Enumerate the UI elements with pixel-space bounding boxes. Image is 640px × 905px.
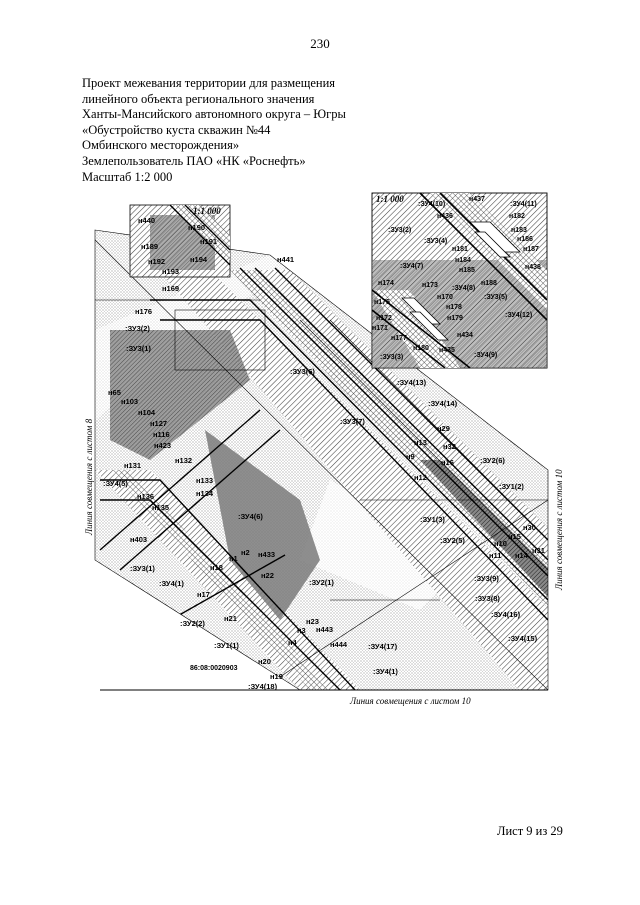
point-label: н15	[508, 532, 521, 541]
point-label: н3	[297, 626, 306, 635]
parcel-label: :ЗУ3(9)	[474, 574, 499, 583]
point-label: н131	[124, 461, 142, 470]
parcel-label: :ЗУ4(5)	[103, 479, 128, 488]
point-label: н193	[162, 267, 180, 276]
parcel-label: :ЗУ4(12)	[505, 312, 533, 319]
point-label: н441	[277, 255, 295, 264]
point-label: н186	[517, 236, 533, 243]
title-line-2: линейного объекта регионального значения	[82, 91, 315, 106]
point-label: н171	[372, 325, 388, 332]
cadastral-number: 86:08:0020903	[190, 665, 238, 672]
page-number: 230	[310, 36, 330, 51]
point-label: н12	[414, 473, 427, 482]
point-label: н14	[515, 551, 528, 560]
parcel-label: :ЗУ4(8)	[452, 285, 476, 292]
point-label: н23	[306, 617, 319, 626]
point-label: н403	[130, 535, 148, 544]
point-label: н132	[175, 456, 193, 465]
point-label: н134	[196, 489, 214, 498]
point-label: н1	[229, 554, 238, 563]
title-line-6: Землепользователь ПАО «НК «Роснефть»	[82, 153, 306, 168]
point-label: н10	[494, 539, 507, 548]
point-label: н17	[197, 590, 210, 599]
point-label: н11	[489, 551, 502, 560]
point-label: н32	[443, 442, 456, 451]
point-label: н182	[509, 213, 525, 220]
point-label: н178	[446, 304, 462, 311]
parcel-label: :ЗУ4(15)	[508, 634, 538, 643]
point-label: н189	[141, 242, 159, 251]
parcel-label: :ЗУ4(6)	[238, 512, 263, 521]
point-label: н192	[148, 257, 166, 266]
point-label: н436	[437, 213, 453, 220]
inset-scale-right: 1:1 000	[376, 194, 404, 204]
parcel-label: :ЗУ3(5)	[484, 294, 508, 301]
point-label: н2	[241, 548, 250, 557]
point-label: н180	[413, 345, 429, 352]
point-label: н65	[108, 388, 121, 397]
point-label: н4	[288, 638, 297, 647]
point-label: н438	[525, 264, 541, 271]
parcel-label: :ЗУ4(11)	[510, 201, 537, 208]
point-label: н188	[481, 280, 497, 287]
point-label: н103	[121, 397, 139, 406]
point-label: н183	[511, 227, 527, 234]
parcel-label: :ЗУ1(3)	[420, 515, 445, 524]
point-label: н434	[457, 332, 473, 339]
point-label: н177	[391, 335, 407, 342]
title-line-3: Ханты-Мансийского автономного округа – Югры	[82, 107, 346, 122]
parcel-label: :ЗУ2(1)	[309, 578, 334, 587]
point-label: н29	[437, 424, 450, 433]
parcel-label: :ЗУ3(1)	[130, 564, 155, 573]
match-line-right-label: Линия совмещения с листом 10	[554, 469, 564, 590]
point-label: н18	[210, 563, 223, 572]
point-label: н194	[190, 255, 208, 264]
point-label: н169	[162, 284, 180, 293]
parcel-label: :ЗУ2(5)	[440, 536, 465, 545]
parcel-label: :ЗУ2(2)	[180, 619, 205, 628]
point-label: н191	[200, 237, 218, 246]
point-label: н190	[188, 223, 206, 232]
parcel-label: :ЗУ4(17)	[368, 642, 398, 651]
point-label: н444	[330, 640, 348, 649]
point-label: н437	[469, 196, 485, 203]
parcel-label: :ЗУ2(6)	[480, 456, 505, 465]
point-label: н423	[154, 441, 172, 450]
parcel-label: :ЗУ3(7)	[340, 417, 365, 426]
point-label: н21	[224, 614, 237, 623]
point-label: н184	[455, 257, 471, 264]
point-label: н187	[523, 246, 539, 253]
match-line-left-label: Линия совмещения с листом 8	[84, 418, 94, 535]
point-label: н133	[196, 476, 214, 485]
point-label: н179	[447, 315, 463, 322]
parcel-label: :ЗУ3(3)	[380, 354, 404, 361]
parcel-label: :ЗУ1(2)	[499, 482, 524, 491]
parcel-label: :ЗУ3(6)	[290, 367, 315, 376]
title-line-7: Масштаб 1:2 000	[82, 169, 173, 184]
title-line-1: Проект межевания территории для размещения	[82, 76, 336, 90]
point-label: н173	[422, 282, 438, 289]
parcel-label: :ЗУ3(4)	[424, 238, 448, 245]
point-label: н175	[374, 299, 390, 306]
point-label: н172	[376, 315, 392, 322]
title-line-4: «Обустройство куста скважин №44	[82, 122, 271, 137]
parcel-label: :ЗУ3(2)	[388, 227, 412, 234]
point-label: н19	[270, 672, 283, 681]
point-label: н9	[406, 452, 415, 461]
parcel-label: :ЗУ4(18)	[248, 682, 278, 691]
parcel-label: :ЗУ3(1)	[126, 344, 151, 353]
parcel-label: :ЗУ4(7)	[400, 263, 424, 270]
point-label: н185	[459, 267, 475, 274]
parcel-label: :ЗУ3(8)	[475, 594, 500, 603]
point-label: н433	[258, 550, 276, 559]
point-label: н443	[316, 625, 334, 634]
parcel-label: :ЗУ4(1)	[159, 579, 184, 588]
parcel-label: :ЗУ4(13)	[397, 378, 427, 387]
match-line-bottom-label: Линия совмещения с листом 10	[350, 696, 471, 706]
point-label: н440	[138, 216, 156, 225]
parcel-label: :ЗУ4(10)	[418, 201, 446, 208]
point-label: н136	[137, 492, 155, 501]
point-label: н31	[532, 546, 545, 555]
point-label: н127	[150, 419, 168, 428]
point-label: н22	[261, 571, 274, 580]
inset-scale-left: 1:1 000	[193, 206, 221, 216]
point-label: н174	[378, 280, 394, 287]
parcel-label: :ЗУ1(1)	[214, 641, 239, 650]
point-label: н30	[523, 523, 536, 532]
point-label: н135	[152, 503, 170, 512]
point-label: н16	[441, 458, 454, 467]
title-line-5: Омбинского месторождения»	[82, 138, 240, 153]
parcel-label: :ЗУ4(14)	[428, 399, 458, 408]
point-label: н170	[437, 294, 453, 301]
point-label: н435	[439, 347, 455, 354]
point-label: н176	[135, 307, 153, 316]
point-label: н13	[414, 438, 427, 447]
point-label: н181	[452, 246, 468, 253]
parcel-label: :ЗУ4(16)	[491, 610, 521, 619]
sheet-number: Лист 9 из 29	[497, 824, 563, 838]
parcel-label: :ЗУ4(1)	[373, 667, 398, 676]
point-label: н116	[153, 430, 170, 439]
point-label: н20	[258, 657, 271, 666]
parcel-label: :ЗУ3(2)	[125, 324, 150, 333]
parcel-label: :ЗУ4(9)	[474, 352, 498, 359]
point-label: н104	[138, 408, 156, 417]
